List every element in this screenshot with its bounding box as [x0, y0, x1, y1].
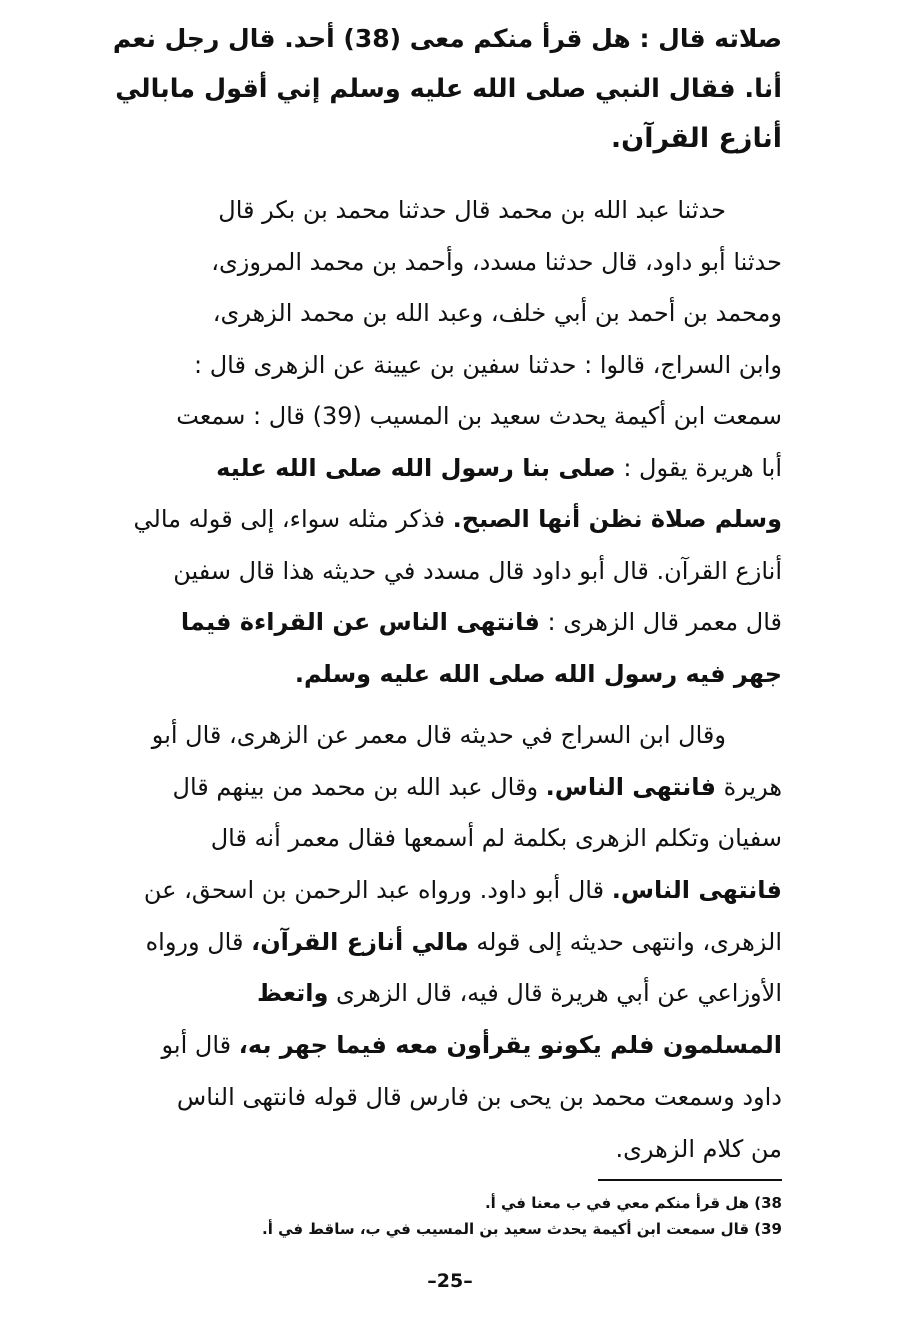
- text-line: أنا. فقال النبي صلى الله عليه وسلم إني أقول مابالي: [115, 74, 782, 104]
- text-line: [108, 710, 782, 762]
- text-segment: حدثنا عبد الله بن محمد قال حدثنا محمد بن بكر قال: [218, 196, 726, 224]
- footnote-39: 39) قال سمعت ابن أكيمة يحدث سعيد بن المسيب في ب، ساقط في أ.: [262, 1220, 782, 1238]
- text-line: [108, 597, 782, 649]
- text-segment: أبا هريرة يقول :: [615, 453, 782, 482]
- bold-text-segment: فانتهى الناس.: [611, 876, 782, 905]
- text-line: صلاته قال : هل قرأ منكم معى (38) أحد. قال رجل نعم: [112, 24, 782, 53]
- text-line: [108, 185, 782, 237]
- text-segment: سفيان وتكلم الزهرى بكلمة لم أسمعها فقال معمر أنه قال: [210, 824, 782, 853]
- text-line: [108, 494, 782, 546]
- bold-text-segment: فانتهى الناس.: [545, 772, 716, 801]
- paragraph-1: [108, 14, 782, 164]
- text-segment: قال أبو داود. ورواه عبد الرحمن بن اسحق، عن: [143, 876, 612, 905]
- text-line: [108, 865, 782, 917]
- bold-text-segment: جهر فيه رسول الله صلى الله عليه وسلم.: [294, 659, 782, 688]
- bold-text-segment: وسلم صلاة نظن أنها الصبح.: [452, 505, 782, 533]
- text-segment: وقال عبد الله بن محمد من بينهم قال: [172, 772, 546, 801]
- text-segment: حدثنا أبو داود، قال حدثنا مسدد، وأحمد بن محمد المروزى،: [211, 247, 782, 276]
- text-segment: داود وسمعت محمد بن يحى بن فارس قال قوله فانتهى الناس: [176, 1082, 782, 1111]
- text-segment: ومحمد بن أحمد بن أبي خلف، وعبد الله بن محمد الزهرى،: [212, 299, 782, 327]
- text-segment: وابن السراج، قالوا : حدثنا سفين بن عيينة عن الزهرى قال :: [193, 350, 782, 379]
- paragraph-3: [108, 710, 782, 1175]
- bold-text-segment: صلى بنا رسول الله صلى الله عليه: [216, 453, 616, 482]
- text-line: [108, 762, 782, 814]
- text-segment: أنازع القرآن. قال أبو داود قال مسدد في حديثه هذا قال سفين: [173, 556, 782, 585]
- text-line: [108, 288, 782, 340]
- text-line: [108, 546, 782, 598]
- paragraph-2: [108, 185, 782, 700]
- text-line: [108, 813, 782, 865]
- text-line: [108, 1124, 782, 1176]
- bold-text-segment: مالي أنازع القرآن،: [251, 927, 469, 956]
- footnote-38: 38) هل قرأ منكم معي في ب معنا في أ.: [484, 1194, 782, 1212]
- text-segment: قال معمر قال الزهرى :: [539, 608, 782, 636]
- text-segment: وقال ابن السراج في حديثه قال معمر عن الزهرى، قال أبو: [151, 721, 726, 749]
- text-segment: سمعت ابن أكيمة يحدث سعيد بن المسيب (39) قال : سمعت: [176, 402, 782, 430]
- text-line: [108, 237, 782, 289]
- text-line: [108, 1072, 782, 1124]
- footnote-separator: [598, 1179, 782, 1181]
- text-segment: قال ورواه: [145, 927, 252, 956]
- text-segment: فذكر مثله سواء، إلى قوله مالي: [133, 505, 453, 533]
- bold-text-segment: واتعظ: [257, 979, 329, 1008]
- text-line: [108, 340, 782, 392]
- text-line: [108, 443, 782, 495]
- text-line: أنازع القرآن.: [610, 123, 782, 154]
- bold-text-segment: المسلمون فلم يكونو يقرأون معه فيما جهر به،: [238, 1031, 782, 1060]
- text-line: [108, 968, 782, 1020]
- text-segment: قال أبو: [161, 1031, 239, 1060]
- text-line: [108, 649, 782, 701]
- text-segment: من كلام الزهرى.: [615, 1134, 782, 1163]
- footnotes: [222, 1190, 782, 1242]
- text-line: [108, 391, 782, 443]
- text-segment: هريرة: [715, 772, 782, 801]
- page-number: –25–: [427, 1270, 473, 1292]
- text-line: [108, 917, 782, 969]
- text-line: [108, 1020, 782, 1072]
- bold-text-segment: فانتهى الناس عن القراءة فيما: [180, 608, 540, 636]
- text-segment: الأوزاعي عن أبي هريرة قال فيه، قال الزهرى: [328, 979, 782, 1008]
- text-segment: الزهرى، وانتهى حديثه إلى قوله: [468, 927, 782, 956]
